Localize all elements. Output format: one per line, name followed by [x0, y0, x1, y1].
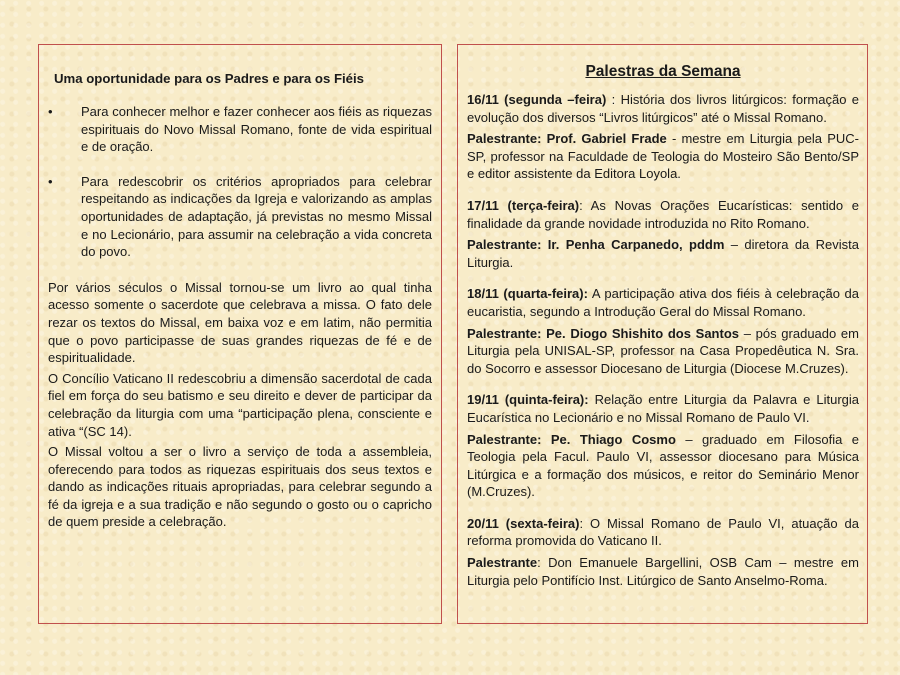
talk-topic: [467, 197, 859, 232]
talk-topic-text: Relação entre Liturgia da Palavra e Liturgia Eucarística no Lecionário e no Missal Romano de Paulo VI.: [467, 392, 859, 425]
talk-date: 16/11 (segunda –feira): [467, 92, 607, 107]
talk-date: 18/11 (quarta-feira):: [467, 286, 588, 302]
speaker-info: - mestre em Liturgia pela PUC-SP, professor na Faculdade de Teologia do Mosteiro São Bento/SP e editor assistente da Editora Loyola.: [467, 131, 859, 182]
bullet-item: [48, 173, 432, 261]
talk-entry: [467, 285, 859, 377]
bullet-dot-icon: •: [48, 104, 53, 119]
talk-speaker: [467, 431, 859, 501]
talk-topic-text: : O Missal Romano de Paulo VI, atuação da reforma promovida do Vaticano II.: [467, 515, 859, 549]
talk-date: 20/11 (sexta-feira): [467, 515, 580, 531]
speaker-label: Palestrante: [467, 555, 538, 571]
talk-topic: [467, 285, 859, 320]
bullet-text: Para conhecer melhor e fazer conhecer aos fiéis as riquezas espirituais do Novo Missal Romano, fonte de vida espiritual e de oração.: [81, 104, 432, 155]
talk-entry: [467, 515, 859, 589]
talk-topic-text: : As Novas Orações Eucarísticas: sentido e finalidade da grande novidade introduzida no Rito Romano.: [467, 197, 859, 231]
speaker-label: Palestrante: Pe. Thiago Cosmo: [467, 431, 676, 447]
talk-entry: [467, 197, 859, 271]
talk-speaker: [467, 325, 859, 378]
speaker-label: Palestrante: Ir. Penha Carpanedo, pddm: [467, 237, 725, 253]
talk-topic-text: : História dos livros litúrgicos: formação e evolução dos diversos “Livros litúrgicos” até o Missal Romano.: [467, 92, 859, 125]
talk-speaker: [467, 554, 859, 589]
body-paragraph: O Missal voltou a ser o livro a serviço de toda a assembleia, oferecendo para todos as riquezas espirituais dos seus textos e dando as indicações rituais apropriadas, para celebrar segundo a fé da igreja e a sua tradição e não segundo o gosto ou o capricho de quem preside a celebração.: [48, 444, 432, 530]
left-panel: [38, 44, 442, 624]
right-heading: Palestras da Semana: [585, 63, 741, 80]
body-paragraph: Por vários séculos o Missal tornou-se um livro ao qual tinha acesso somente o sacerdote que celebrava a missa. O fato dele rezar os textos do Missal, em baixa voz e em latim, não permitia que o povo participasse de suas grandes riquezas de fé e de espiritualidade.: [48, 279, 432, 366]
talk-topic: [467, 391, 859, 426]
talk-topic: [467, 515, 859, 550]
talk-topic: [467, 91, 859, 126]
speaker-label: Palestrante: Prof. Gabriel Frade: [467, 131, 667, 147]
talk-topic-text: A participação ativa dos fiéis à celebração da eucaristia, segundo a Introdução Geral do Missal Romano.: [467, 286, 859, 319]
speaker-info: – pós graduado em Liturgia pela UNISAL-SP, professor na Casa Propedêutica N. Sra. do Socorro e assessor Diocesano de Liturgia (Diocese M.Cruzes).: [467, 325, 859, 376]
speaker-info: : Don Emanuele Bargellini, OSB Cam – mestre em Liturgia pelo Pontifício Inst. Litúrgico de Santo Anselmo-Roma.: [467, 555, 859, 588]
bullet-item: [48, 103, 432, 156]
talk-speaker: [467, 130, 859, 183]
talk-entry: [467, 391, 859, 501]
talk-entry: [467, 91, 859, 183]
speaker-label: Palestrante: Pe. Diogo Shishito dos Santos: [467, 325, 739, 341]
talk-speaker: [467, 236, 859, 271]
speaker-info: – graduado em Filosofia e Teologia pela Facul. Paulo VI, assessor diocesano para Música Litúrgica e a formação dos músicos, e reitor do Seminário Menor (M.Cruzes).: [467, 431, 859, 500]
left-heading: Uma oportunidade para os Padres e para os Fiéis: [54, 71, 365, 86]
talk-date: 19/11 (quinta-feira):: [467, 392, 589, 408]
talk-date: 17/11 (terça-feira): [467, 197, 580, 213]
bullet-dot-icon: •: [48, 173, 53, 189]
bullet-text: Para redescobrir os critérios apropriados para celebrar respeitando as indicações da Igreja e valorizando as amplas oportunidades de adaptação, já previstas no mesmo Missal e no Lecionário, para assumir na celebração a vida concreta do povo.: [81, 173, 432, 260]
body-paragraph: O Concílio Vaticano II redescobriu a dimensão sacerdotal de cada fiel em força do seu batismo e seu direito e dever de participar da celebração da liturgia com uma “participação plena, consciente e ativa “(SC 14).: [48, 370, 432, 439]
speaker-info: – diretora da Revista Liturgia.: [467, 237, 859, 270]
right-panel: [457, 44, 868, 624]
